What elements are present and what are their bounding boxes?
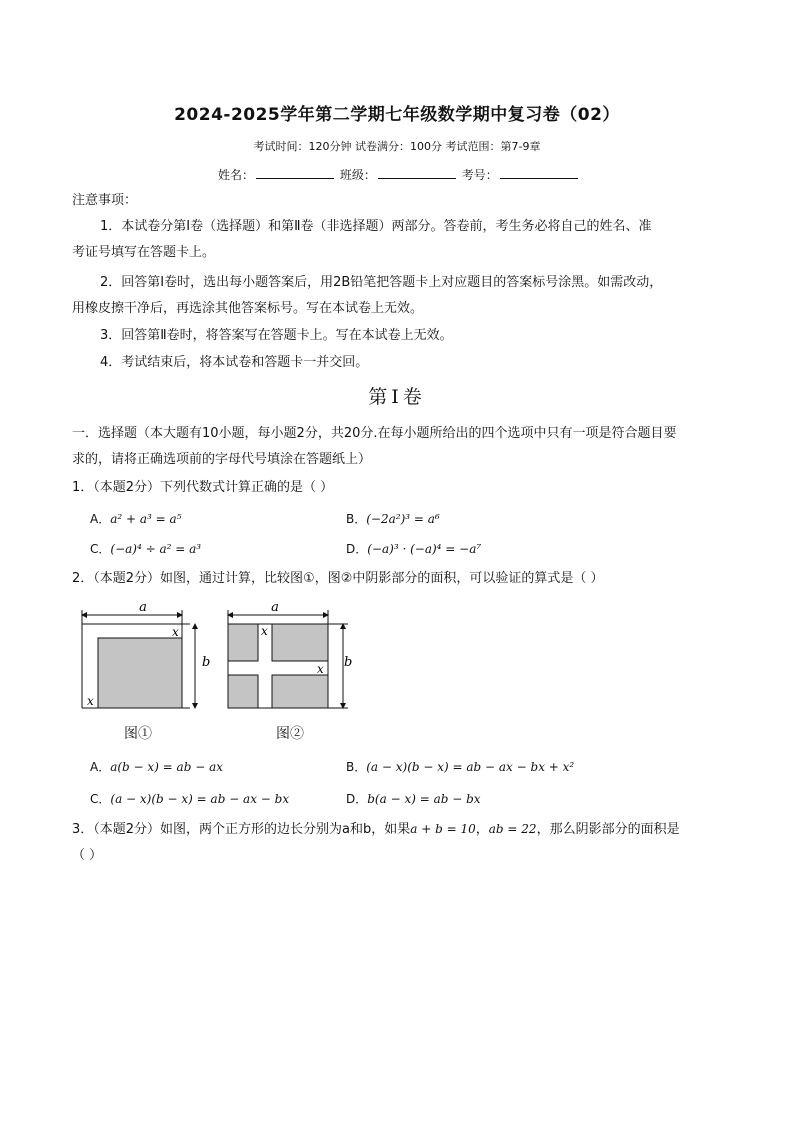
fig1-label-b: b — [202, 655, 211, 670]
q1-option-a[interactable] — [90, 510, 181, 527]
figure-2 — [228, 600, 352, 708]
number-label: 考号： — [461, 168, 498, 182]
q3-stem-part2: ，那么阴影部分的面积是 — [536, 822, 680, 837]
q3-stem-part1: 3．（本题2分）如图，两个正方形的边长分别为a和b，如果 — [72, 822, 411, 837]
name-blank[interactable] — [256, 166, 334, 179]
q1-option-c-letter: C． — [90, 542, 111, 556]
fig2-shaded-bottom-right — [272, 675, 328, 708]
fig2-shaded-top-right — [272, 624, 328, 661]
exam-title: 2024-2025学年第二学期七年级数学期中复习卷（02） — [174, 105, 620, 125]
fig2-label-x-top: x — [261, 624, 268, 638]
q1-option-b-letter: B． — [346, 512, 367, 526]
q3-separator: ， — [475, 822, 489, 837]
q2-option-a-letter: A． — [90, 760, 111, 774]
exam-subtitle: 考试时间：120分钟 试卷满分：100分 考试范围：第7-9章 — [253, 140, 541, 153]
q2-option-b-letter: B． — [346, 760, 367, 774]
fig1-label-x-bottom: x — [87, 694, 94, 708]
q1-option-d[interactable] — [346, 540, 481, 557]
q1-option-a-math: a² + a³ = a⁵ — [110, 512, 182, 526]
fig1-caption: 图① — [124, 726, 152, 742]
q2-option-b-math: (a − x)(b − x) = ab − ax − bx + x² — [366, 760, 575, 774]
fig1-label-x-top: x — [172, 625, 179, 639]
q2-option-d-letter: D． — [346, 792, 368, 806]
fig2-label-x-middle: x — [317, 662, 324, 676]
q2-stem: 2．（本题2分）如图，通过计算，比较图①，图②中阴影部分的面积，可以验证的算式是（ ） — [72, 571, 604, 586]
name-label: 姓名： — [218, 168, 255, 182]
number-blank[interactable] — [500, 166, 578, 179]
q2-option-d-math: b(a − x) = ab − bx — [367, 792, 481, 806]
fig2-label-b: b — [344, 655, 353, 670]
fig2-label-a: a — [271, 600, 279, 615]
q1-option-d-letter: D． — [346, 542, 368, 556]
q2-option-c[interactable] — [90, 790, 289, 807]
q2-option-a[interactable] — [90, 758, 223, 775]
fig1-label-a: a — [139, 600, 147, 615]
notice-item-4: 4．考试结束后，将本试卷和答题卡一并交回。 — [100, 355, 369, 370]
notice-item-2a: 2．回答第Ⅰ卷时，选出每小题答案后，用2B铅笔把答题卡上对应题目的答案标号涂黑。如需改动， — [100, 275, 663, 290]
q2-option-a-math: a(b − x) = ab − ax — [110, 760, 223, 774]
fig2-shaded-top-left — [228, 624, 258, 661]
q2-option-b[interactable] — [346, 758, 574, 775]
q1-option-b[interactable] — [346, 510, 440, 527]
notice-title: 注意事项： — [72, 193, 138, 208]
fig1-shaded-rect — [98, 638, 182, 708]
figure-1 — [82, 600, 210, 708]
part1-instructions-2: 求的，请将正确选项前的字母代号填涂在答题纸上） — [72, 452, 372, 467]
q2-option-c-letter: C． — [90, 792, 111, 806]
q2-figures — [76, 598, 356, 746]
notice-item-3: 3．回答第Ⅱ卷时，将答案写在答题卡上。写在本试卷上无效。 — [100, 328, 453, 343]
q3-stem — [72, 816, 680, 843]
q3-math-1: a + b = 10 — [410, 822, 476, 836]
q2-option-d[interactable] — [346, 790, 481, 807]
part1-instructions-1: 一．选择题（本大题有10小题，每小题2分，共20分.在每小题所给出的四个选项中只有一项是符合题目要 — [72, 426, 677, 441]
q1-option-a-letter: A． — [90, 512, 111, 526]
fig2-shaded-bottom-left — [228, 675, 258, 708]
student-info-line — [218, 166, 580, 183]
class-label: 班级： — [339, 168, 376, 182]
notice-item-1a: 1．本试卷分第Ⅰ卷（选择题）和第Ⅱ卷（非选择题）两部分。答卷前，考生务必将自己的姓名、准 — [100, 219, 652, 234]
q2-option-c-math: (a − x)(b − x) = ab − ax − bx — [110, 792, 290, 806]
q1-option-c[interactable] — [90, 540, 201, 557]
section-title: 第Ⅰ卷 — [368, 386, 426, 408]
notice-item-2b: 用橡皮擦干净后，再选涂其他答案标号。写在本试卷上无效。 — [72, 301, 424, 316]
notice-item-1b: 考证号填写在答题卡上。 — [72, 245, 216, 260]
q3-answer-brackets: （ ） — [72, 848, 103, 863]
fig2-caption: 图② — [276, 726, 304, 742]
class-blank[interactable] — [378, 166, 456, 179]
q1-option-b-math: (−2a²)³ = a⁶ — [366, 512, 440, 526]
q1-option-c-math: (−a)⁴ ÷ a² = a³ — [110, 542, 202, 556]
q1-stem: 1．（本题2分）下列代数式计算正确的是（ ） — [72, 480, 334, 495]
q3-math-2: ab = 22 — [488, 822, 537, 836]
q1-option-d-math: (−a)³ · (−a)⁴ = −a⁷ — [367, 542, 482, 556]
